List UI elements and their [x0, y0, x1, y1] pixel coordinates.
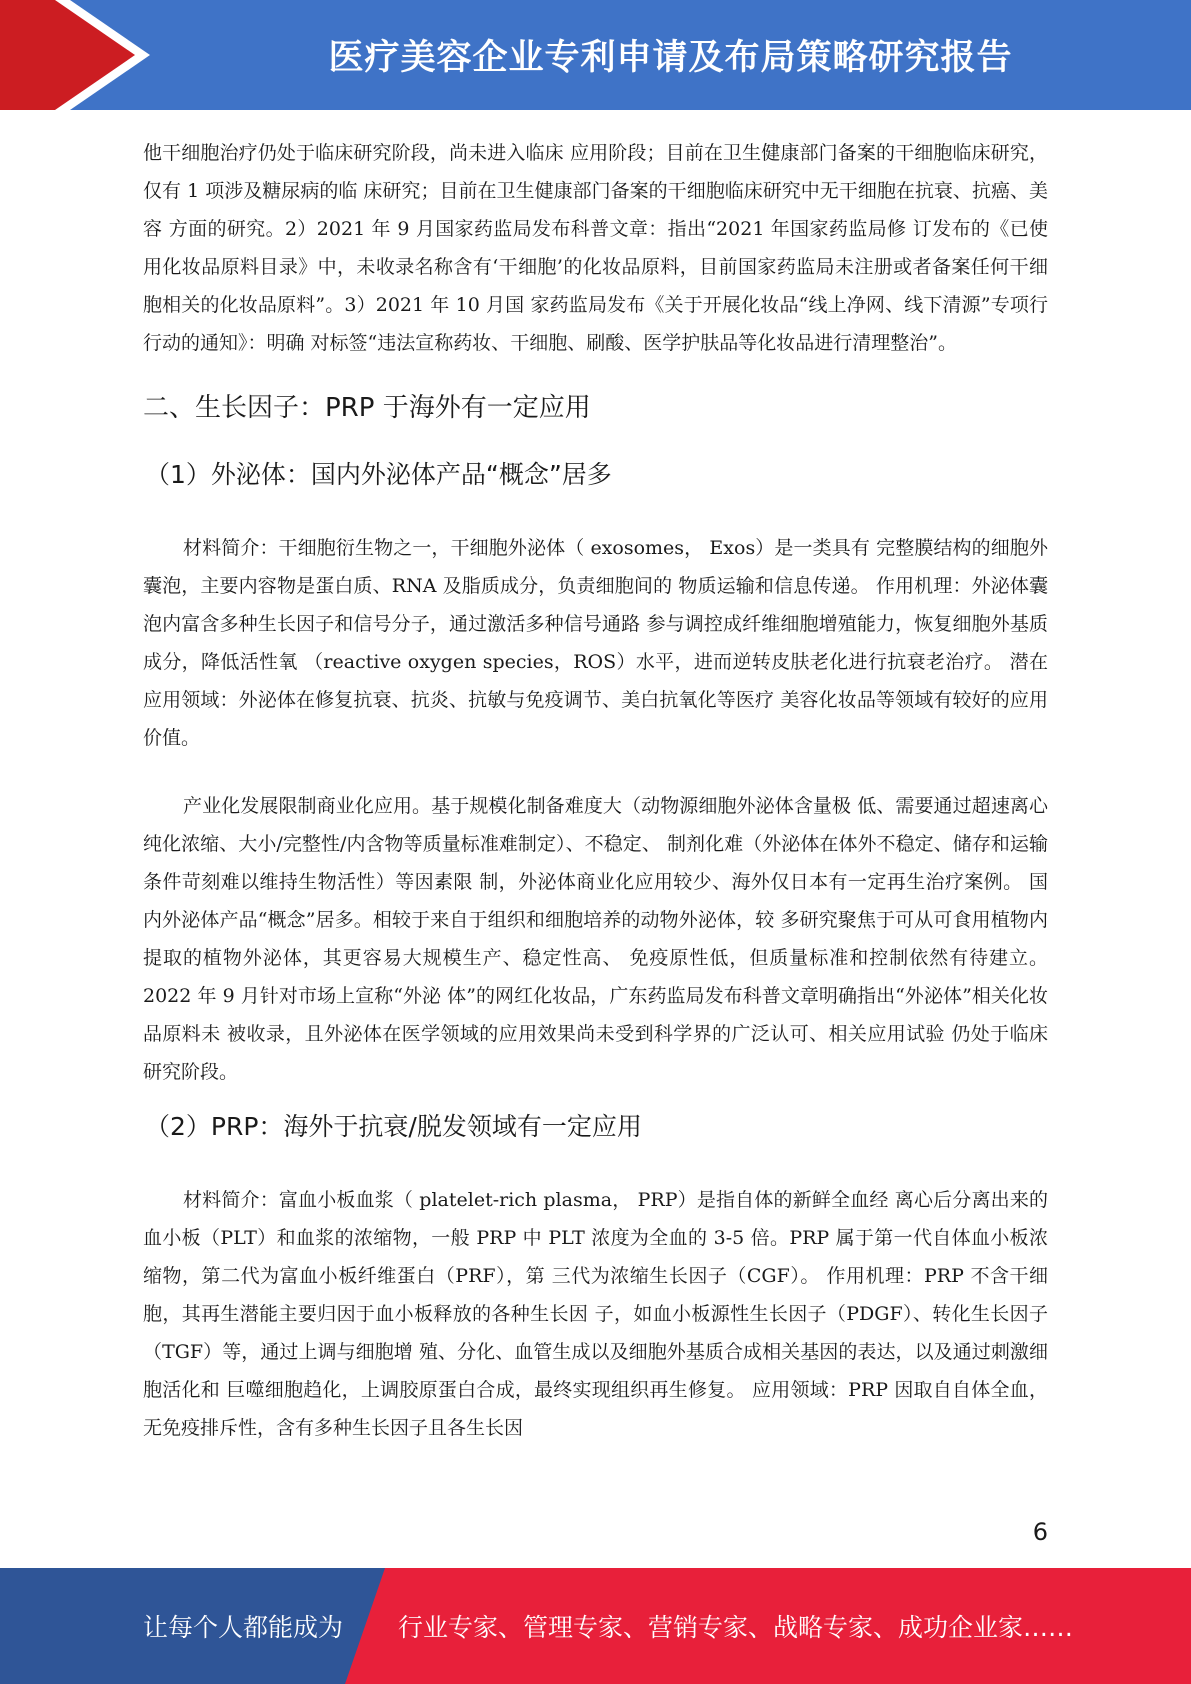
subheading-prp: （2）PRP：海外于抗衰/脱发领域有一定应用 [145, 1112, 642, 1141]
section-heading-growth-factor: 二、生长因子：PRP 于海外有一定应用 [143, 393, 591, 423]
subheading-exosome: （1）外泌体：国内外泌体产品“概念”居多 [145, 460, 612, 489]
paragraph-exosome-industry: 产业化发展限制商业化应用。基于规模化制备难度大（动物源细胞外泌体含量极 低、需要通过超速离心纯化浓缩、大小/完整性/内含物等质量标准难制定）、不稳定、 制剂化难（外泌体在体外不稳定、储存和运输条件苛刻难以维持生物活性）等因素限 制，外泌体商业化应用较少、海外仅日本有一定再生治疗案例。 国内外泌体产品“概念”居多。相较于来自于组织和细胞培养的动物外泌体，较 多研究聚焦于可从可食用植物内提取的植物外泌体，其更容易大规模生产、稳定性高、 免疫原性低，但质量标准和控制依然有待建立。2022 年 9 月针对市场上宣称“外泌 体”的网红化妆品，广东药监局发布科普文章明确指出“外泌体”相关化妆品原料未 被收录，且外泌体在医学领域的应用效果尚未受到科学界的广泛认可、相关应用试验 仍处于临床研究阶段。 [143, 795, 1048, 1083]
page-header [0, 0, 1191, 110]
footer-slogan-right: 行业专家、管理专家、营销专家、战略专家、成功企业家…… [398, 1613, 1074, 1642]
paragraph-stem-cell-regulation: 他干细胞治疗仍处于临床研究阶段，尚未进入临床 应用阶段；目前在卫生健康部门备案的干细胞临床研究，仅有 1 项涉及糖尿病的临 床研究；目前在卫生健康部门备案的干细胞临床研究中无干细胞在抗衰、抗癌、美容 方面的研究。2）2021 年 9 月国家药监局发布科普文章：指出“2021 年国家药监局修 订发布的《已使用化妆品原料目录》中，未收录名称含有‘干细胞’的化妆品原料，目前国家药监局未注册或者备案任何干细胞相关的化妆品原料”。3）2021 年 10 月国 家药监局发布《关于开展化妆品“线上净网、线下清源”专项行行动的通知》：明确 对标签“违法宣称药妆、干细胞、刷酸、医学护肤品等化妆品进行清理整治”。 [143, 142, 1048, 354]
paragraph-exosome-intro: 材料简介：干细胞衍生物之一，干细胞外泌体（ exosomes， Exos）是一类具有 完整膜结构的细胞外囊泡，主要内容物是蛋白质、RNA 及脂质成分，负责细胞间的 物质运输和信息传递。 作用机理：外泌体囊泡内富含多种生长因子和信号分子，通过激活多种信号通路 参与调控成纤维细胞增殖能力，恢复细胞外基质成分，降低活性氧 （reactive oxygen species，ROS）水平，进而逆转皮肤老化进行抗衰老治疗。 潜在应用领域：外泌体在修复抗衰、抗炎、抗敏与免疫调节、美白抗氧化等医疗 美容化妆品等领域有较好的应用价值。 [143, 537, 1048, 749]
report-title: 医疗美容企业专利申请及布局策略研究报告 [328, 38, 1013, 78]
footer-slogan-left: 让每个人都能成为 [143, 1613, 344, 1642]
paragraph-prp-intro: 材料简介：富血小板血浆（ platelet-rich plasma， PRP）是指自体的新鲜全血经 离心后分离出来的血小板（PLT）和血浆的浓缩物，一般 PRP 中 PLT 浓度为全血的 3-5 倍。PRP 属于第一代自体血小板浓缩物，第二代为富血小板纤维蛋白（PRF），第 三代为浓缩生长因子（CGF）。 作用机理：PRP 不含干细胞，其再生潜能主要归因于血小板释放的各种生长因 子，如血小板源性生长因子（PDGF）、转化生长因子（TGF）等，通过上调与细胞增 殖、分化、血管生成以及细胞外基质合成相关基因的表达，以及通过刺激细胞活化和 巨噬细胞趋化，上调胶原蛋白合成，最终实现组织再生修复。 应用领域：PRP 因取自自体全血，无免疫排斥性，含有多种生长因子且各生长因 [143, 1189, 1048, 1439]
page-number: 6 [1032, 1518, 1048, 1546]
page-content [143, 134, 1048, 1447]
page-footer [0, 1568, 1191, 1684]
